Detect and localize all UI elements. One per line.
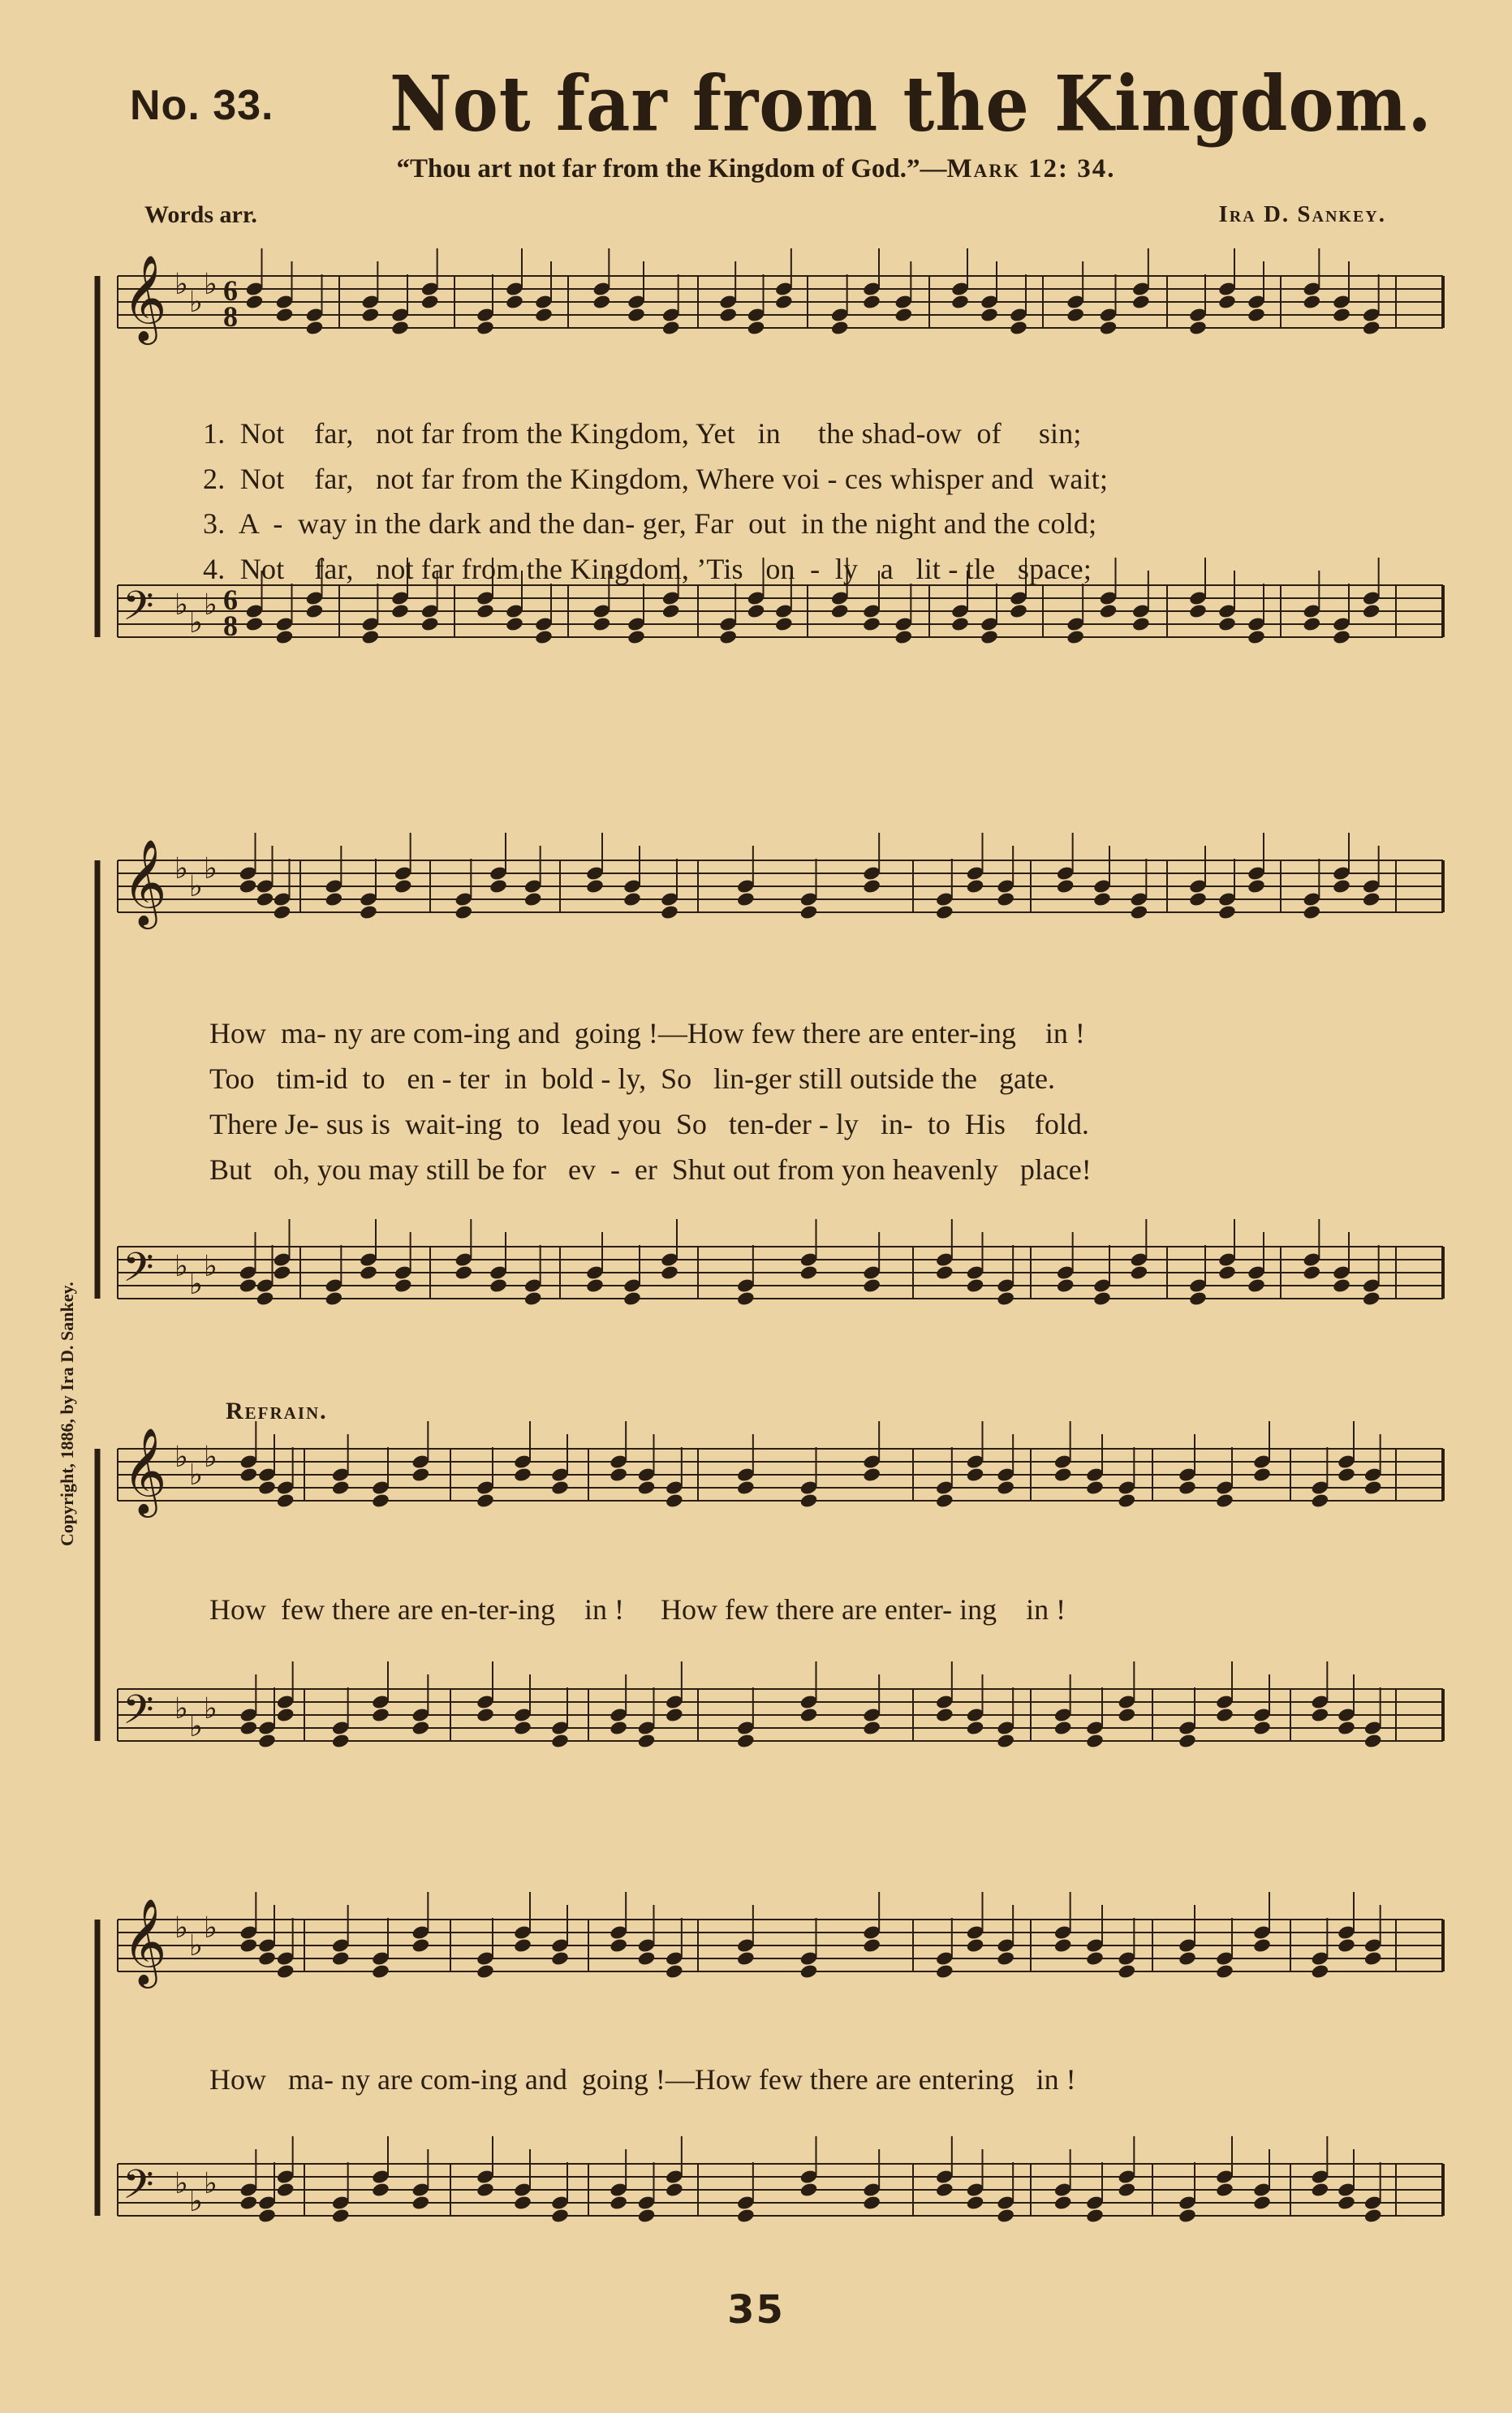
note-head bbox=[371, 2182, 390, 2198]
verse-line-4b: But oh, you may still be for ev - er Shut out from yon heavenly place! bbox=[209, 1153, 1092, 1186]
note-head bbox=[476, 1963, 495, 1980]
note-head bbox=[736, 1291, 756, 1307]
note-head bbox=[609, 1937, 628, 1954]
note-head bbox=[980, 307, 999, 323]
flat-sign: ♭ bbox=[174, 588, 188, 622]
note-head bbox=[513, 2195, 532, 2211]
note-head bbox=[637, 1950, 657, 1967]
flat-sign: ♭ bbox=[204, 2167, 218, 2200]
copyright-notice: Copyright, 1886, by Ira D. Sankey. bbox=[57, 1282, 77, 1546]
flat-sign: ♭ bbox=[189, 1929, 203, 1963]
note-head bbox=[411, 1720, 431, 1736]
note-head bbox=[1303, 294, 1322, 310]
bass-clef: 𝄢 bbox=[123, 583, 154, 640]
note-head bbox=[1311, 1963, 1330, 1980]
note-head bbox=[799, 1493, 819, 1509]
note-head bbox=[1215, 1707, 1234, 1723]
note-head bbox=[275, 307, 295, 323]
note-head bbox=[1362, 320, 1381, 336]
note-head bbox=[239, 1467, 259, 1483]
note-head bbox=[1092, 891, 1112, 907]
note-head bbox=[592, 294, 612, 310]
note-head bbox=[331, 1480, 351, 1496]
note-head bbox=[245, 294, 265, 310]
note-head bbox=[1363, 1480, 1383, 1496]
note-head bbox=[799, 2182, 819, 2198]
note-head bbox=[1303, 1265, 1322, 1281]
note-head bbox=[1085, 1950, 1105, 1967]
note-head bbox=[736, 1733, 756, 1749]
flat-sign: ♭ bbox=[204, 1250, 218, 1283]
note-head bbox=[1332, 1278, 1351, 1294]
note-head bbox=[585, 878, 605, 894]
note-head bbox=[1130, 1265, 1149, 1281]
note-head bbox=[239, 1937, 259, 1954]
flat-sign: ♭ bbox=[204, 588, 218, 622]
note-head bbox=[609, 2195, 628, 2211]
note-head bbox=[609, 1467, 628, 1483]
note-head bbox=[1311, 1707, 1330, 1723]
note-head bbox=[996, 1950, 1015, 1967]
note-head bbox=[1363, 1733, 1383, 1749]
note-head bbox=[331, 1733, 351, 1749]
note-head bbox=[1009, 320, 1028, 336]
note-head bbox=[665, 1707, 684, 1723]
note-head bbox=[1247, 1278, 1266, 1294]
bass-clef: 𝄢 bbox=[123, 2161, 154, 2218]
refrain-line-2: How ma- ny are com-ing and going !—How few there are entering in ! bbox=[209, 2063, 1076, 2096]
note-head bbox=[1303, 904, 1322, 920]
note-head bbox=[505, 616, 524, 632]
note-head bbox=[637, 2208, 657, 2224]
note-head bbox=[1217, 616, 1237, 632]
note-head bbox=[420, 616, 440, 632]
flat-sign: ♭ bbox=[189, 1459, 203, 1492]
flat-sign: ♭ bbox=[189, 870, 203, 903]
note-head bbox=[1131, 294, 1151, 310]
note-head bbox=[513, 1467, 532, 1483]
flat-sign: ♭ bbox=[189, 286, 203, 319]
note-head bbox=[935, 1707, 954, 1723]
epigraph-reference: Mark 12: 34. bbox=[946, 154, 1116, 183]
note-head bbox=[966, 2195, 985, 2211]
note-head bbox=[862, 1720, 881, 1736]
treble-clef: 𝄞 bbox=[123, 1898, 167, 1984]
note-head bbox=[325, 891, 344, 907]
note-head bbox=[799, 904, 819, 920]
note-head bbox=[774, 294, 794, 310]
note-head bbox=[1085, 2208, 1105, 2224]
note-head bbox=[1188, 891, 1208, 907]
note-head bbox=[935, 1265, 954, 1281]
note-head bbox=[390, 603, 410, 619]
note-head bbox=[550, 1950, 570, 1967]
note-head bbox=[637, 1733, 657, 1749]
note-head bbox=[996, 2208, 1015, 2224]
note-head bbox=[1092, 1291, 1112, 1307]
note-head bbox=[592, 616, 612, 632]
note-head bbox=[1099, 603, 1118, 619]
note-head bbox=[505, 294, 524, 310]
note-head bbox=[476, 320, 495, 336]
hymn-number: No. 33. bbox=[130, 82, 274, 129]
note-head bbox=[1215, 1493, 1234, 1509]
flat-sign: ♭ bbox=[189, 1710, 203, 1743]
note-head bbox=[489, 878, 508, 894]
note-head bbox=[1337, 2195, 1356, 2211]
note-head bbox=[799, 1265, 819, 1281]
flat-sign: ♭ bbox=[174, 1441, 188, 1474]
note-head bbox=[256, 1291, 275, 1307]
note-head bbox=[1188, 603, 1208, 619]
verse-line-2a: 2. Not far, not far from the Kingdom, Where voi - ces whisper and wait; bbox=[203, 463, 1109, 495]
note-head bbox=[1363, 2208, 1383, 2224]
note-head bbox=[799, 1707, 819, 1723]
note-head bbox=[622, 891, 642, 907]
note-head bbox=[627, 307, 646, 323]
note-head bbox=[411, 1937, 431, 1954]
note-head bbox=[1363, 1950, 1383, 1967]
note-head bbox=[660, 904, 679, 920]
note-head bbox=[1332, 629, 1351, 645]
flat-sign: ♭ bbox=[174, 1250, 188, 1283]
note-head bbox=[325, 1291, 344, 1307]
note-head bbox=[273, 1265, 292, 1281]
page-number: 35 bbox=[727, 2287, 785, 2333]
note-head bbox=[736, 1480, 756, 1496]
note-head bbox=[935, 904, 954, 920]
note-head bbox=[1332, 307, 1351, 323]
note-head bbox=[256, 891, 275, 907]
flat-sign: ♭ bbox=[174, 852, 188, 885]
verse-line-3b: There Je- sus is wait-ing to lead you So ten-der - ly in- to His fold. bbox=[209, 1108, 1089, 1140]
note-head bbox=[830, 320, 850, 336]
note-head bbox=[454, 904, 474, 920]
note-head bbox=[239, 1278, 258, 1294]
treble-clef: 𝄞 bbox=[123, 1427, 167, 1514]
note-head bbox=[1178, 1480, 1197, 1496]
note-head bbox=[1337, 1937, 1356, 1954]
note-head bbox=[1252, 2195, 1272, 2211]
note-head bbox=[660, 1265, 679, 1281]
flat-sign: ♭ bbox=[174, 268, 188, 301]
note-head bbox=[950, 294, 970, 310]
flat-sign: ♭ bbox=[189, 606, 203, 640]
note-head bbox=[275, 629, 295, 645]
note-head bbox=[627, 629, 646, 645]
note-head bbox=[774, 616, 794, 632]
verse-line-1b: How ma- ny are com-ing and going !—How few there are enter-ing in ! bbox=[209, 1017, 1085, 1049]
note-head bbox=[1362, 891, 1381, 907]
note-head bbox=[622, 1291, 642, 1307]
note-head bbox=[1099, 320, 1118, 336]
note-head bbox=[862, 1467, 881, 1483]
note-head bbox=[736, 2208, 756, 2224]
note-head bbox=[1178, 1733, 1197, 1749]
flat-sign: ♭ bbox=[174, 2167, 188, 2200]
note-head bbox=[830, 603, 850, 619]
note-head bbox=[273, 904, 292, 920]
flat-sign: ♭ bbox=[204, 1692, 218, 1726]
note-head bbox=[1362, 603, 1381, 619]
flat-sign: ♭ bbox=[204, 268, 218, 301]
note-head bbox=[394, 1278, 413, 1294]
note-head bbox=[276, 1963, 295, 1980]
flat-sign: ♭ bbox=[174, 1911, 188, 1945]
note-head bbox=[411, 1467, 431, 1483]
note-head bbox=[371, 1707, 390, 1723]
flat-sign: ♭ bbox=[189, 1268, 203, 1301]
note-head bbox=[1252, 1467, 1272, 1483]
note-head bbox=[950, 616, 970, 632]
note-head bbox=[371, 1493, 390, 1509]
note-head bbox=[476, 1707, 495, 1723]
flat-sign: ♭ bbox=[204, 1441, 218, 1474]
note-head bbox=[239, 1720, 259, 1736]
note-head bbox=[1188, 320, 1208, 336]
note-head bbox=[661, 320, 681, 336]
note-head bbox=[862, 294, 881, 310]
note-head bbox=[1247, 629, 1266, 645]
note-head bbox=[1217, 294, 1237, 310]
note-head bbox=[257, 2208, 277, 2224]
note-head bbox=[276, 2182, 295, 2198]
note-head bbox=[996, 1480, 1015, 1496]
note-head bbox=[394, 878, 413, 894]
note-head bbox=[894, 307, 914, 323]
note-head bbox=[894, 629, 914, 645]
note-head bbox=[1178, 2208, 1197, 2224]
note-head bbox=[935, 1493, 954, 1509]
note-head bbox=[966, 1937, 985, 1954]
note-head bbox=[331, 1950, 351, 1967]
note-head bbox=[1130, 904, 1149, 920]
note-head bbox=[1215, 1963, 1234, 1980]
note-head bbox=[454, 1265, 474, 1281]
flat-sign: ♭ bbox=[189, 2185, 203, 2218]
note-head bbox=[996, 1291, 1015, 1307]
note-head bbox=[665, 2182, 684, 2198]
note-head bbox=[257, 1480, 277, 1496]
note-head bbox=[534, 307, 554, 323]
note-head bbox=[550, 1480, 570, 1496]
note-head bbox=[637, 1480, 657, 1496]
note-head bbox=[476, 1493, 495, 1509]
note-head bbox=[736, 1950, 756, 1967]
note-head bbox=[1056, 1278, 1075, 1294]
note-head bbox=[1118, 1493, 1137, 1509]
hymn-title: Not far from the Kingdom. bbox=[390, 58, 1432, 149]
note-head bbox=[1118, 2182, 1137, 2198]
note-head bbox=[1178, 1950, 1197, 1967]
note-head bbox=[1332, 878, 1351, 894]
note-head bbox=[1217, 1265, 1237, 1281]
note-head bbox=[1053, 1467, 1073, 1483]
note-head bbox=[665, 1963, 684, 1980]
note-head bbox=[523, 1291, 543, 1307]
note-head bbox=[1311, 1493, 1330, 1509]
note-head bbox=[661, 603, 681, 619]
note-head bbox=[239, 878, 258, 894]
note-head bbox=[966, 1467, 985, 1483]
note-head bbox=[966, 878, 985, 894]
note-head bbox=[390, 320, 410, 336]
note-head bbox=[718, 307, 738, 323]
note-head bbox=[665, 1493, 684, 1509]
note-head bbox=[1085, 1480, 1105, 1496]
note-head bbox=[1066, 629, 1085, 645]
note-head bbox=[935, 2182, 954, 2198]
note-head bbox=[1131, 616, 1151, 632]
note-head bbox=[371, 1963, 390, 1980]
time-signature-bottom: 8 bbox=[223, 610, 238, 642]
note-head bbox=[1252, 1720, 1272, 1736]
note-head bbox=[585, 1278, 605, 1294]
note-head bbox=[1085, 1733, 1105, 1749]
note-head bbox=[550, 2208, 570, 2224]
note-head bbox=[276, 1707, 295, 1723]
note-head bbox=[257, 1733, 277, 1749]
note-head bbox=[489, 1278, 508, 1294]
time-signature-top: 6 bbox=[223, 274, 238, 307]
note-head bbox=[935, 1963, 954, 1980]
note-head bbox=[550, 1733, 570, 1749]
note-head bbox=[996, 1733, 1015, 1749]
words-credit: Words arr. bbox=[144, 201, 257, 228]
note-head bbox=[1053, 1720, 1073, 1736]
note-head bbox=[980, 629, 999, 645]
note-head bbox=[305, 603, 325, 619]
note-head bbox=[305, 320, 325, 336]
note-head bbox=[257, 1950, 277, 1967]
note-head bbox=[1053, 2195, 1073, 2211]
verse-line-3a: 3. A - way in the dark and the dan- ger, Far out in the night and the cold; bbox=[203, 507, 1097, 540]
note-head bbox=[361, 307, 381, 323]
verse-line-1a: 1. Not far, not far from the Kingdom, Yet in the shad-ow of sin; bbox=[203, 417, 1082, 450]
composer-credit: Ira D. Sankey. bbox=[1218, 201, 1386, 227]
note-head bbox=[1337, 1720, 1356, 1736]
flat-sign: ♭ bbox=[174, 1692, 188, 1726]
epigraph-text: “Thou art not far from the Kingdom of God.”— bbox=[396, 154, 947, 183]
note-head bbox=[513, 1720, 532, 1736]
note-head bbox=[862, 616, 881, 632]
note-head bbox=[966, 1278, 985, 1294]
note-head bbox=[1217, 904, 1237, 920]
flat-sign: ♭ bbox=[204, 1911, 218, 1945]
note-head bbox=[239, 2195, 259, 2211]
bass-clef: 𝄢 bbox=[123, 1687, 154, 1743]
note-head bbox=[862, 2195, 881, 2211]
note-head bbox=[1311, 2182, 1330, 2198]
note-head bbox=[747, 603, 766, 619]
note-head bbox=[361, 629, 381, 645]
note-head bbox=[1247, 307, 1266, 323]
note-head bbox=[736, 891, 756, 907]
note-head bbox=[862, 1278, 881, 1294]
note-head bbox=[1118, 1963, 1137, 1980]
refrain-line-1: How few there are en-ter-ing in ! How few there are enter- ing in ! bbox=[209, 1593, 1066, 1626]
note-head bbox=[966, 1720, 985, 1736]
note-head bbox=[718, 629, 738, 645]
note-head bbox=[359, 904, 378, 920]
note-head bbox=[359, 1265, 378, 1281]
note-head bbox=[799, 1963, 819, 1980]
note-head bbox=[1118, 1707, 1137, 1723]
note-head bbox=[331, 2208, 351, 2224]
note-head bbox=[476, 2182, 495, 2198]
note-head bbox=[1252, 1937, 1272, 1954]
note-head bbox=[276, 1493, 295, 1509]
note-head bbox=[996, 891, 1015, 907]
note-head bbox=[513, 1937, 532, 1954]
note-head bbox=[609, 1720, 628, 1736]
note-head bbox=[1362, 1291, 1381, 1307]
note-head bbox=[862, 1937, 881, 1954]
note-head bbox=[747, 320, 766, 336]
note-head bbox=[476, 603, 495, 619]
note-head bbox=[1053, 1937, 1073, 1954]
time-signature-bottom: 8 bbox=[223, 300, 238, 333]
note-head bbox=[1066, 307, 1085, 323]
verse-line-4a: 4. Not far, not far from the Kingdom, ’Tis on - ly a lit - tle space; bbox=[203, 553, 1092, 585]
note-head bbox=[1215, 2182, 1234, 2198]
note-head bbox=[1188, 1291, 1208, 1307]
flat-sign: ♭ bbox=[204, 852, 218, 885]
note-head bbox=[862, 878, 881, 894]
note-head bbox=[1009, 603, 1028, 619]
note-head bbox=[411, 2195, 431, 2211]
note-head bbox=[523, 891, 543, 907]
note-head bbox=[534, 629, 554, 645]
note-head bbox=[1247, 878, 1266, 894]
note-head bbox=[1056, 878, 1075, 894]
note-head bbox=[420, 294, 440, 310]
treble-clef: 𝄞 bbox=[123, 838, 167, 925]
verse-line-2b: Too tim-id to en - ter in bold - ly, So lin-ger still outside the gate. bbox=[209, 1062, 1055, 1095]
note-head bbox=[1337, 1467, 1356, 1483]
bass-clef: 𝄢 bbox=[123, 1244, 154, 1301]
note-head bbox=[1303, 616, 1322, 632]
treble-clef: 𝄞 bbox=[123, 254, 167, 341]
time-signature-top: 6 bbox=[223, 584, 238, 616]
note-head bbox=[245, 616, 265, 632]
refrain-label: Refrain. bbox=[226, 1398, 328, 1424]
